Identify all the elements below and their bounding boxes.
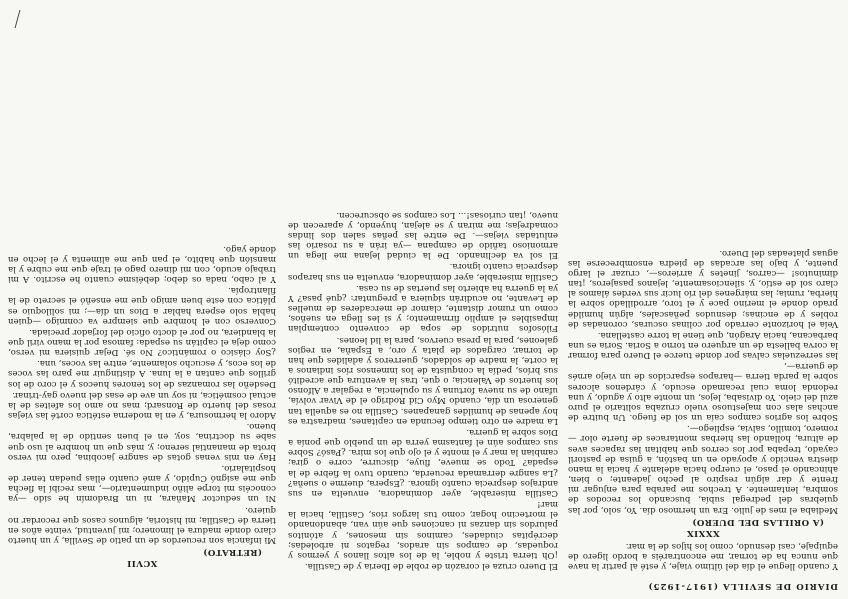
paragraph: Desdeño las romanzas de los tenores huecos y el coro de los grillos que cantan a la luna. A distinguir me paro las voces de los ecos, y escucho solamente, entre las voces, una. bbox=[8, 358, 276, 389]
right-column bbox=[8, 8, 276, 571]
section-subtitle: (A ORILLAS DEL DUERO) bbox=[692, 516, 824, 527]
paragraph: Castilla miserable, ayer dominadora, envuelta en sus harapos desprecia cuanto ignora. bbox=[288, 261, 558, 282]
paragraph: ¿Soy clásico o romántico? No sé. Dejar quisiera mi verso, como deja el capitán su espada: famosa por la mano viril que la blandiera, no por el docto oficio del forjador preciada. bbox=[8, 326, 276, 358]
paragraph: Veía el horizonte cerrado por colinas oscuras, coronadas de robles y de encinas; desnudos peñascales, algún humilde prado donde el merino pace y el toro, arrodillado sobre la hierba, rumia; las márgenes del río lucir sus verdes álamos al claro sol de estío, y, silenciosamente, lejanos pasajeros, ¡tan diminutos! —carros, jinetes y arrieros—, cruzar el largo puente, y bajo las arcadas de piedra ensombrecerse las aguas plateadas del Duero. bbox=[568, 247, 838, 329]
paragraph: El sol va declinando. De la ciudad lejana me llega un armonioso tañido de campana —ya irán a su rosario las enlutadas viejas—. De entre las peñas salen dos lindas comadrejas; me miran y se alejan, huyendo, y aparecen de nuevo, ¡tan curiosas!... Los campos se obscurecen. bbox=[288, 209, 558, 261]
paragraph: Filósofos nutridos de sopa de convento contemplan impasibles el amplio firmamento; y si les llega en sueños, como un rumor distante, clamor de mercaderes de muelles de Levante, no acudirán siquiera a preguntar: ¿qué pasa? Y ya la guerra ha abierto las puertas de su casa. bbox=[288, 282, 558, 334]
paragraph: Adoro la hermosura, y en la moderna estética corté las viejas rosas del huerto de Ronsard; mas no amo los afeites de la actual cosmética, ni soy un ave de esas del nuevo gay-trinar. bbox=[8, 389, 276, 421]
paragraph: La madre en otro tiempo fecunda en capitanes, madrastra es hoy apenas de humildes ganapanes. Castilla no es aquella tan generosa un día, cuando Myo Cid Rodrigo el de Vivar volvía, ufano de su nueva fortuna y su opulencia, a regalar a Alfonso los huertos de Valencia; o que, tras la aventura que acreditó sus bríos, pedía la conquista de los inmensos ríos indianos a la corte, la madre de soldados, guerreros y adalides que han de tornar, cargados de plata y oro, a España, en regios galeones, para la presa cuervos, para la lid leones. bbox=[288, 334, 558, 426]
paragraph: Y cuando llegue el día del último viaje, y esté al partir la nave que nunca ha de tornar, me encontraréis a bordo ligero de equipaje, casi desnudo, como los hijos de la mar. bbox=[568, 540, 838, 571]
paragraph: Hay en mis venas gotas de sangre jacobina, pero mi verso brota de manantial sereno; y, más que un hombre al uso que sabe su doctrina, soy, en el buen sentido de la palabra, bueno. bbox=[8, 421, 276, 462]
middle-column bbox=[288, 8, 558, 571]
paragraph: El Duero cruza el corazón de roble de Iberia y de Castilla. bbox=[304, 561, 558, 571]
paragraph: Mi infancia son recuerdos de un patio de Sevilla, y un huerto claro donde madura el limonero; mi juventud, veinte años en tierra de Castilla; mi historia, algunos casos que recordar no quiero. bbox=[8, 504, 276, 545]
paragraph: las serrezuelas calvas por donde tuerce el Duero para formar la corva ballesta de un arquero en torno a Soria. Soria es una barbacana, hacia Aragón, que tiene la torre castellana. bbox=[568, 329, 838, 361]
section-number: XXXIX bbox=[686, 527, 720, 538]
paragraph: Converso con el hombre que siempre va conmigo —quien habla solo espera hablar a Dios un día—; mi soliloquio es plática con este buen amigo que me enseñó el secreto de la filantropía. bbox=[8, 285, 276, 326]
left-column bbox=[568, 8, 838, 571]
paragraph: Ni un seductor Mañara, ni un Bradomín he sido —ya conocéis mi torpe aliño indumentario—, mas recibí la flecha que me asignó Cupido, y amé cuanto ellas puedan tener de hospitalario. bbox=[8, 462, 276, 504]
section-number: XCVII bbox=[126, 558, 158, 568]
paragraph: Y al cabo, nada os debo; debéisme cuanto he escrito. A mi trabajo acudo, con mi dinero pago el traje que me cubre y la mansión que habito, el pan que me alimenta y el lecho en donde yago. bbox=[8, 243, 276, 285]
paragraph: Sobre los agrios campos caía un sol de fuego. Un buitre de anchas alas con majestuoso vuelo cruzaba solitario el puro azul del cielo. Yo divisaba, lejos, un monte alto y agudo, y una redonda loma cual recamado escudo, y cárdenos alcores sobre la parda tierra —harapos esparcidos de un viejo arnés de guerra—, bbox=[568, 361, 838, 423]
paragraph: ¡Oh tierra triste y noble, la de los altos llanos y yermos y roquedas, de campos sin arados, regatos ni arboledas; decrépitas ciudades, caminos sin mesones, y atónitos palurdos sin danzas ni canciones que aún van, abandonando el mortecino hogar, como tus largos ríos, Castilla, hacia la mar! bbox=[288, 499, 558, 560]
paragraph: Mediaba el mes de julio. Era un hermoso día. Yo, solo, por las quiebras del pedregal subía, buscando los recodos de sombra, lentamente. A trechos me paraba para enjugar mi frente y dar algún respiro al pecho jadeante; o bien, ahincando el paso, el cuerpo hacia adelante y hacia la mano diestra vencido y apoyado en un bastón, a guisa de pastoril cayado, trepaba por los cerros que habitan las rapaces aves de altura, hollando las hierbas montaraces de fuerte olor —romero, tomillo, salvia, espliego—. bbox=[568, 423, 838, 515]
running-head: DIARIO DE SEVILLA (1917-1925) bbox=[647, 581, 838, 591]
paragraph: Castilla miserable, ayer dominadora, envuelta en sus andrajos desprecia cuanto ignora. ¿Espera, duerme o sueña? ¿La sangre derramada recuerda, cuando tuvo la fiebre de la espada? Todo se mueve, fluye, discurre, corre o gira; cambian la mar y el monte y el ojo que los mira. ¿Pasó? Sobre sus campos aún el fantasma yerra de un pueblo que ponía a Dios sobre la guerra. bbox=[288, 426, 558, 498]
section-subtitle: (RETRATO) bbox=[202, 547, 262, 557]
